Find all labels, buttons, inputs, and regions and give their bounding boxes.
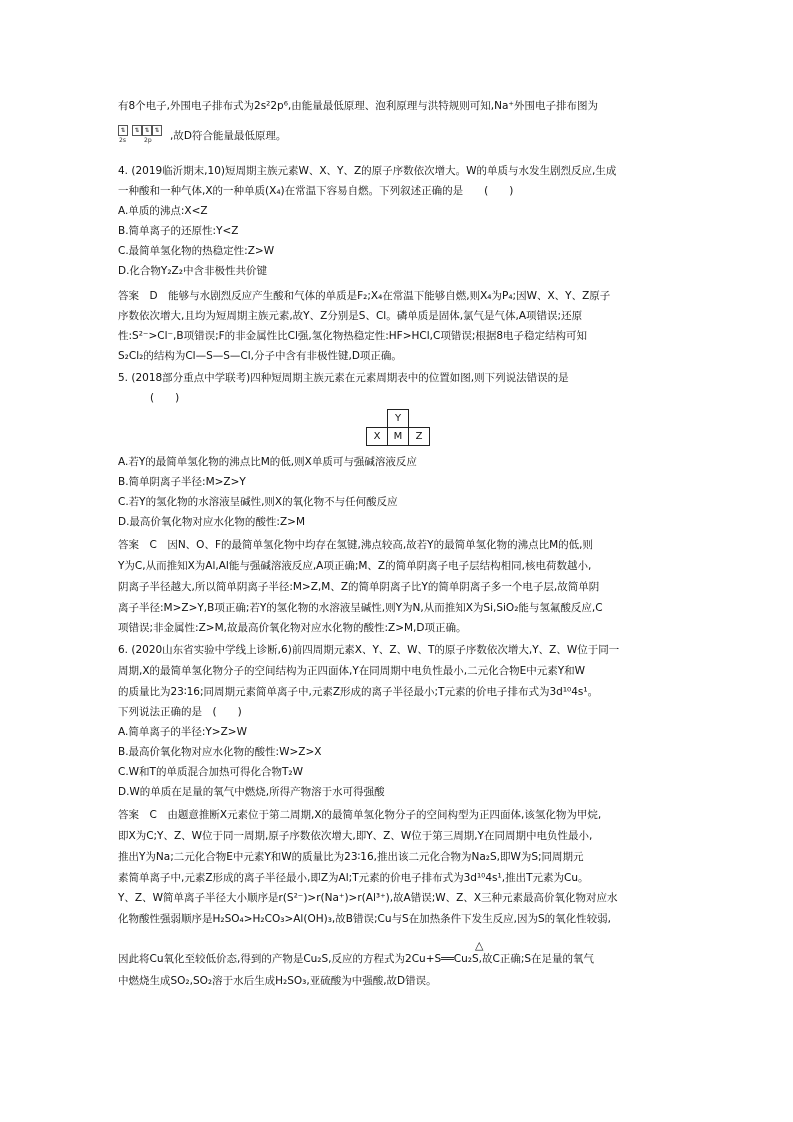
text-line: 即X为C;Y、Z、W位于同一周期,原子序数依次增大,即Y、Z、W位于第三周期,Y在同周期中电负性最小, — [118, 830, 593, 842]
text-line: 推出Y为Na;二元化合物E中元素Y和W的质量比为23∶16,推出该二元化合物为Na₂S,即W为S;同周期元 — [118, 851, 584, 863]
option-d: D.化合物Y₂Z₂中含非极性共价键 — [118, 265, 267, 277]
grid-cell: Y — [388, 410, 409, 428]
answer-line: 答案 D 能够与水剧烈反应产生酸和气体的单质是F₂;X₄在常温下能够自燃,则X₄为P₄;因W、X、Y、Z原子 — [118, 290, 611, 302]
answer-line: 答案 C 因N、O、F的最简单氢化物中均存在氢键,沸点较高,故若Y的最简单氢化物的沸点比M的低,则 — [118, 539, 593, 551]
orbital-box: ⇅ — [142, 125, 152, 136]
grid-cell: Z — [409, 428, 430, 446]
option-d: D.最高价氧化物对应水化物的酸性:Z>M — [118, 516, 306, 528]
grid-cell: X — [367, 428, 388, 446]
text-line: 性:S²⁻>Cl⁻,B项错误;F的非金属性比Cl强,氢化物热稳定性:HF>HCl,C项错误;根据8电子稳定结构可知 — [118, 330, 588, 342]
heating-mark: △ — [475, 939, 484, 952]
text-line: 一种酸和一种气体,X的一种单质(X₄)在常温下容易自燃。下列叙述正确的是 ( ) — [118, 185, 514, 197]
option-a: A.单质的沸点:X<Z — [118, 205, 208, 217]
text-line: 中燃烧生成SO₂,SO₂溶于水后生成H₂SO₃,亚硫酸为中强酸,故D错误。 — [118, 975, 437, 987]
orbital-label: 2p — [144, 137, 152, 144]
text-line: 有8个电子,外围电子排布式为2s²2p⁶,由能量最低原理、泡利原理与洪特规则可知,Na⁺外围电子排布图为 — [118, 100, 598, 112]
text-line: 因此将Cu氧化至较低价态,得到的产物是Cu₂S,反应的方程式为2Cu+S══Cu₂S,故C正确;S在足量的氧气 — [118, 953, 595, 965]
option-b: B.简单离子的还原性:Y<Z — [118, 225, 239, 237]
orbital-diagram — [118, 125, 166, 149]
option-d: D.W的单质在足量的氧气中燃烧,所得产物溶于水可得强酸 — [118, 786, 385, 798]
option-c: C.最简单氢化物的热稳定性:Z>W — [118, 245, 275, 257]
option-b: B.简单阴离子半径:M>Z>Y — [118, 476, 246, 488]
question-5-heading: 5. (2018部分重点中学联考)四种短周期主族元素在元素周期表中的位置如图,则下列说法错误的是 — [118, 372, 569, 384]
orbital-box: ⇅ — [118, 125, 128, 136]
text-line: 阴离子半径越大,所以简单阴离子半径:M>Z,M、Z的简单阴离子比Y的简单阴离子多一个电子层,故简单阴 — [118, 581, 600, 593]
text-line: Y为C,从而推知X为Al,Al能与强碱溶液反应,A项正确;M、Z的简单阴离子电子层结构相同,核电荷数越小, — [118, 560, 592, 572]
orbital-box: ⇅ — [152, 125, 162, 136]
option-a: A.若Y的最简单氢化物的沸点比M的低,则X单质可与强碱溶液反应 — [118, 456, 417, 468]
text-line: S₂Cl₂的结构为Cl—S—S—Cl,分子中含有非极性键,D项正确。 — [118, 350, 402, 362]
text-line: ( ) — [150, 392, 180, 404]
text-line: 周期,X的最简单氢化物分子的空间结构为正四面体,Y在同周期中电负性最小,二元化合物E中元素Y和W — [118, 665, 586, 677]
orbital-box: ⇅ — [132, 125, 142, 136]
option-a: A.简单离子的半径:Y>Z>W — [118, 726, 247, 738]
answer-line: 答案 C 由题意推断X元素位于第二周期,X的最简单氢化物分子的空间构型为正四面体,该氢化物为甲烷, — [118, 809, 602, 821]
text-line: 离子半径:M>Z>Y,B项正确;若Y的氢化物的水溶液呈碱性,则Y为N,从而推知X为Si,SiO₂能与氢氟酸反应,C — [118, 602, 603, 614]
periodic-table-fragment — [366, 409, 430, 446]
text-line: 项错误;非金属性:Z>M,故最高价氧化物对应水化物的酸性:Z>M,D项正确。 — [118, 622, 467, 634]
text-line: 下列说法正确的是 ( ) — [118, 706, 242, 718]
text-line: 的质量比为23∶16;同周期元素简单离子中,元素Z形成的离子半径最小;T元素的价电子排布式为3d¹⁰4s¹。 — [118, 686, 599, 698]
text-line: 素简单离子中,元素Z形成的离子半径最小,即Z为Al;T元素的价电子排布式为3d¹⁰4s¹,推出T元素为Cu。 — [118, 872, 589, 884]
option-c: C.W和T的单质混合加热可得化合物T₂W — [118, 766, 303, 778]
orbital-label: 2s — [119, 137, 126, 144]
text-line: Y、Z、W简单离子半径大小顺序是r(S²⁻)>r(Na⁺)>r(Al³⁺),故A错误;W、Z、X三种元素最高价氧化物对应水 — [118, 892, 618, 904]
option-c: C.若Y的氢化物的水溶液呈碱性,则X的氧化物不与任何酸反应 — [118, 496, 398, 508]
text-line: 序数依次增大,且均为短周期主族元素,故Y、Z分别是S、Cl。磷单质是固体,氯气是气体,A项错误;还原 — [118, 310, 583, 322]
option-b: B.最高价氧化物对应水化物的酸性:W>Z>X — [118, 746, 322, 758]
question-6-heading: 6. (2020山东省实验中学线上诊断,6)前四周期元素X、Y、Z、W、T的原子序数依次增大,Y、Z、W位于同一 — [118, 644, 620, 656]
text-line: ,故D符合能量最低原理。 — [170, 130, 287, 142]
text-line: 化物酸性强弱顺序是H₂SO₄>H₂CO₃>Al(OH)₃,故B错误;Cu与S在加热条件下发生反应,因为S的氧化性较弱, — [118, 913, 611, 925]
question-4-heading: 4. (2019临沂期末,10)短周期主族元素W、X、Y、Z的原子序数依次增大。W的单质与水发生剧烈反应,生成 — [118, 165, 617, 177]
grid-cell: M — [388, 428, 409, 446]
